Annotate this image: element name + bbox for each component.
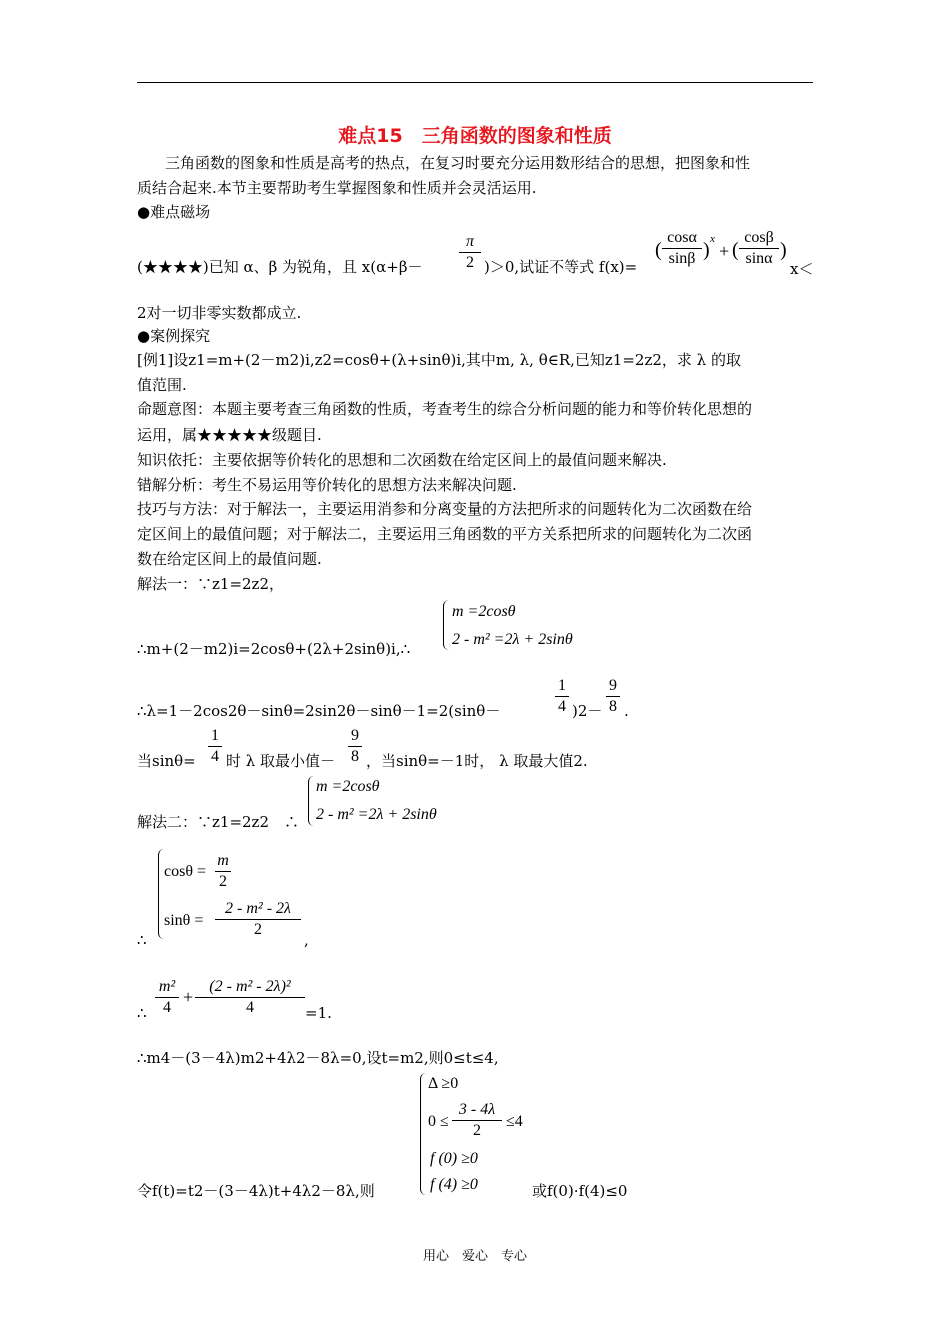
system3-eq2-pre: 0 ≤ (428, 1113, 449, 1130)
system2-eq2: 2 - m² =2λ + 2sinθ (316, 806, 437, 823)
fraction-numerator: m² (158, 978, 176, 995)
lambda-line-pre: ∴λ=1－2cos2θ－sinθ=2sin2θ－sinθ－1=2(sinθ－ (137, 702, 501, 720)
sin-theta-lhs: sinθ = (164, 912, 204, 929)
intro-line-2: 质结合起来.本节主要帮助考生掌握图象和性质并会灵活运用. (137, 179, 537, 197)
m-squared-over-4 (155, 979, 179, 1016)
nine-eighths-fraction (348, 728, 362, 765)
section-heading-difficulty: ●难点磁场 (137, 203, 211, 221)
fraction-numerator: π (465, 233, 474, 250)
fraction-bar (459, 252, 481, 253)
therefore-symbol: ∴ (137, 1004, 147, 1022)
therefore-symbol: ∴ (137, 931, 147, 949)
fraction-bar (208, 746, 222, 747)
squared-expression-over-4 (195, 979, 305, 1016)
section-heading-cases: ●案例探究 (137, 327, 211, 345)
system1-brace (443, 600, 450, 650)
fraction-bar (452, 1120, 502, 1121)
sin-expression-fraction (215, 901, 301, 938)
system3-eq3: f (0) ≥0 (430, 1150, 478, 1167)
fraction-numerator: 9 (351, 727, 359, 744)
fraction-numerator: 9 (609, 677, 617, 694)
fraction-bar (215, 871, 231, 872)
equals-one: =1. (305, 1004, 332, 1022)
cos-beta-over-sin-alpha (739, 230, 779, 267)
cos-theta-lhs: cosθ = (164, 863, 207, 880)
fraction-bar (555, 696, 569, 697)
example1-line-1: [例1]设z1=m+(2－m2)i,z2=cosθ+(λ+sinθ)i,其中m, λ, θ∈R,已知z1=2z2，求 λ 的取 (137, 351, 741, 369)
problem-text-pre: (★★★★)已知 α、β 为锐角，且 x(α+β－ (137, 258, 423, 276)
quartic-line: ∴m4－(3－4λ)m2+4λ2－8λ=0,设t=m2,则0≤t≤4, (137, 1049, 499, 1067)
fraction-numerator: (2 - m² - 2λ)² (209, 978, 291, 995)
tips-line-3: 数在给定区间上的最值问题. (137, 550, 322, 568)
system2-brace (308, 776, 315, 826)
system3-eq2-post: ≤4 (506, 1113, 523, 1130)
tips-line-2: 定区间上的最值问题；对于解法二，主要运用三角函数的平方关系把所求的问题转化为二次函 (137, 525, 753, 543)
intro-line-1: 三角函数的图象和性质是高考的热点，在复习时要充分运用数形结合的思想，把图象和性 (165, 154, 751, 172)
fraction-denominator: 2 (219, 873, 227, 890)
fraction-numerator: cosβ (744, 229, 774, 246)
lambda-line-dot: . (624, 702, 629, 720)
exponent-x: x (710, 233, 715, 245)
fraction-denominator: sinβ (668, 250, 696, 267)
fraction-denominator: 4 (246, 999, 254, 1016)
fraction-denominator: 8 (351, 748, 359, 765)
intent-line-1: 命题意图：本题主要考查三角函数的性质，考查考生的综合分析问题的能力和等价转化思想的 (137, 400, 753, 418)
fraction-denominator: 2 (254, 921, 262, 938)
fraction-bar (662, 248, 702, 249)
fraction-bar (155, 997, 179, 998)
nine-eighths-fraction (606, 678, 620, 715)
solution1-heading: 解法一：∵z1=2z2， (137, 575, 285, 593)
fraction-denominator: 2 (466, 254, 474, 271)
basis-line: 知识依托：主要依据等价转化的思想和二次函数在给定区间上的最值问题来解决. (137, 451, 667, 469)
paren-close-2: ) (780, 239, 787, 261)
when-line-mid: 时 λ 取最小值－ (226, 752, 336, 770)
fraction-numerator: 3 - 4λ (458, 1101, 496, 1118)
intent-line-2: 运用，属★★★★★级题目. (137, 426, 322, 444)
system3-fraction (452, 1102, 502, 1139)
fraction-numerator: cosα (667, 229, 697, 246)
m-over-2-fraction (215, 853, 231, 890)
fraction-bar (348, 746, 362, 747)
lambda-line-mid: )2－ (572, 702, 603, 720)
system1-eq1: m =2cosθ (452, 603, 516, 620)
comma: , (304, 931, 309, 949)
or-line: 或f(0)·f(4)≤0 (532, 1182, 628, 1200)
ft-line: 令f(t)=t2－(3－4λ)t+4λ2－8λ,则 (137, 1182, 375, 1200)
fraction-numerator: m (217, 852, 229, 869)
plus-sign: + (719, 241, 730, 261)
one-quarter-fraction (208, 728, 222, 765)
sum-plus: + (183, 987, 194, 1007)
system1-eq2: 2 - m² =2λ + 2sinθ (452, 631, 573, 648)
fraction-numerator: 1 (211, 727, 219, 744)
fraction-denominator: sinα (745, 250, 773, 267)
solution1-line: ∴m+(2－m2)i=2cosθ+(2λ+2sinθ)i,∴ (137, 640, 411, 658)
fraction-bar (215, 919, 301, 920)
system2-eq1: m =2cosθ (316, 778, 380, 795)
problem-text-post: )＞0,试证不等式 f(x)= (484, 258, 638, 276)
pi-over-2-fraction (459, 234, 481, 271)
example1-line-2: 值范围. (137, 376, 187, 394)
fraction-numerator: 1 (558, 677, 566, 694)
fraction-denominator: 4 (558, 698, 566, 715)
solution2-heading: 解法二：∵z1=2z2 ∴ (137, 813, 300, 831)
when-line-pre: 当sinθ= (137, 752, 196, 770)
fraction-denominator: 2 (473, 1122, 481, 1139)
paren-close-1: ) (703, 239, 710, 261)
fraction-denominator: 4 (211, 748, 219, 765)
fraction-denominator: 4 (163, 999, 171, 1016)
fraction-denominator: 8 (609, 698, 617, 715)
fraction-numerator: 2 - m² - 2λ (225, 900, 291, 917)
header-rule (137, 82, 813, 83)
paren-open-1: ( (655, 239, 662, 261)
one-quarter-fraction (555, 678, 569, 715)
problem-tail: x＜ (790, 260, 814, 278)
fraction-bar (739, 248, 779, 249)
page-footer: 用心 爱心 专心 (422, 1249, 527, 1264)
problem-line-2: 2对一切非零实数都成立. (137, 304, 302, 322)
paren-open-2: ( (732, 239, 739, 261)
fraction-bar (606, 696, 620, 697)
cos-alpha-over-sin-beta (662, 230, 702, 267)
when-line-post: ，当sinθ=－1时， λ 取最大值2. (366, 752, 588, 770)
page-title: 难点15 三角函数的图象和性质 (338, 125, 612, 147)
system3-eq1: Δ ≥0 (428, 1075, 459, 1092)
error-line: 错解分析：考生不易运用等价转化的思想方法来解决问题. (137, 476, 517, 494)
system3-eq4: f (4) ≥0 (430, 1176, 478, 1193)
tips-line-1: 技巧与方法：对于解法一，主要运用消参和分离变量的方法把所求的问题转化为二次函数在给 (137, 500, 753, 518)
fraction-bar (195, 997, 305, 998)
system3-brace (420, 1073, 427, 1195)
